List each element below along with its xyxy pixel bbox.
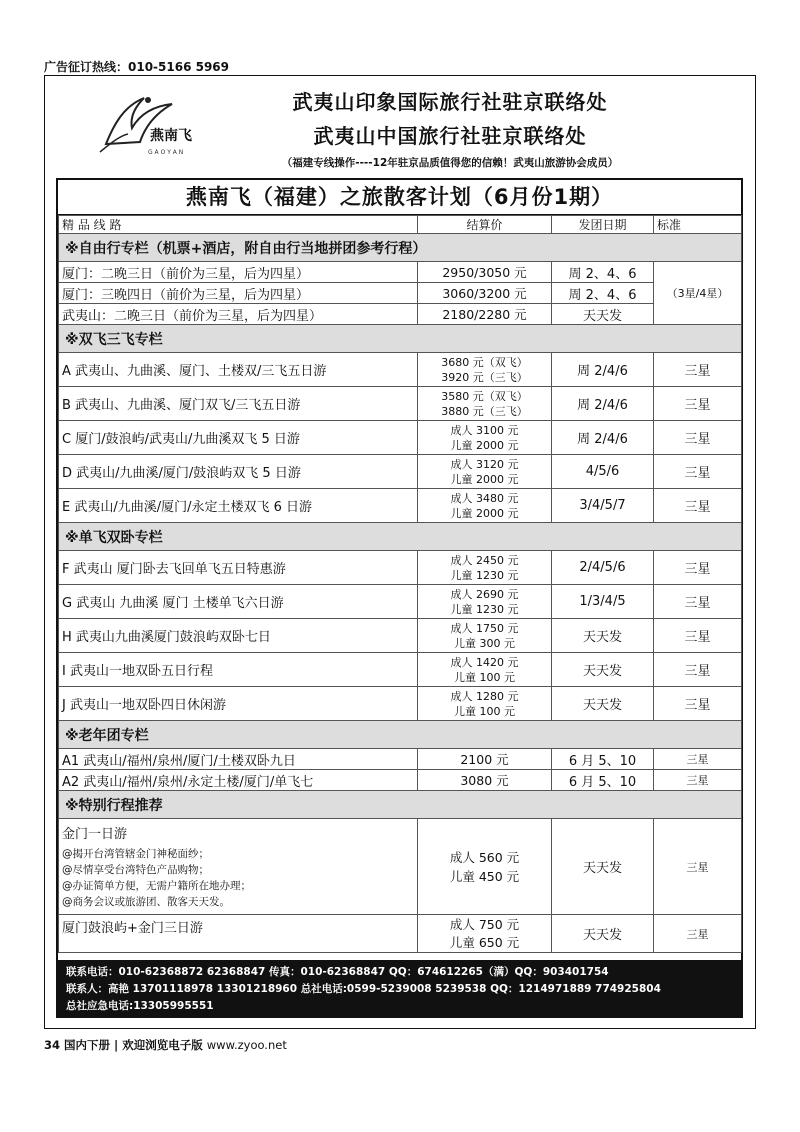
route-price [418,489,552,523]
hotel-standard: 三星 [654,489,742,523]
price-line-2: 儿童 1230 元 [450,568,519,582]
route-price [418,915,552,953]
route-price: 2100 元 [418,749,552,770]
departure-date: 4/5/6 [552,455,654,489]
route-price [418,653,552,687]
table-row [59,489,742,523]
contact-phone-line: 联系电话：010-62368872 62368847 传真：010-62368847 QQ：674612265（满）QQ：903401754 [66,966,609,978]
route-price [418,455,552,489]
route-name: J 武夷山一地双卧四日休闲游 [59,687,418,721]
departure-date: 周 2、4、6 [552,283,654,304]
departure-date: 6 月 5、10 [552,770,654,791]
price-line-2: 儿童 2000 元 [450,438,519,452]
route-price [418,387,552,421]
contact-bar [56,962,743,1018]
price-line-2: 儿童 2000 元 [450,472,519,486]
price-line-1: 成人 750 元 [449,916,520,932]
route-name: 厦门鼓浪屿+金门三日游 [59,915,418,953]
table-row [59,387,742,421]
ad-hotline: 广告征订热线：010-5166 5969 [44,60,230,74]
departure-date: 周 2、4、6 [552,262,654,283]
route-note: @尽情享受台湾特色产品购物； [62,864,209,876]
route-name: 武夷山：二晚三日（前价为三星，后为四星） [59,304,418,325]
logo-text: 燕南飞 [150,128,192,144]
hotel-standard: 三星 [654,551,742,585]
departure-date: 天天发 [552,687,654,721]
table-row [59,819,742,915]
price-line-2: 儿童 100 元 [454,670,515,684]
route-price [418,585,552,619]
hotel-standard: 三星 [654,387,742,421]
price-line-2: 儿童 300 元 [454,636,515,650]
plan-title: 燕南飞（福建）之旅散客计划（6月份1期） [58,180,741,215]
table-row [59,770,742,791]
section-single-flight: ※单飞双卧专栏 [59,523,742,551]
route-name: 厦门：三晚四日（前价为三星，后为四星） [59,283,418,304]
agency-tagline: （福建专线操作----12年驻京品质值得您的信赖！武夷山旅游协会成员） [281,157,619,169]
table-row [59,653,742,687]
departure-date: 2/4/5/6 [552,551,654,585]
route-name: H 武夷山九曲溪厦门鼓浪屿双卧七日 [59,619,418,653]
route-note: @商务会议或旅游团、散客天天发。 [62,896,230,908]
section-free-travel: ※自由行专栏（机票+酒店，附自由行当地拼团参考行程） [59,234,742,262]
price-line-1: 3680 元（双飞） [441,355,528,369]
table-row [59,619,742,653]
price-line-1: 成人 3480 元 [450,491,519,505]
hotel-standard: （3星/4星） [654,262,742,325]
price-line-1: 成人 3100 元 [450,423,519,437]
tour-plan-table [56,178,743,962]
route-name: E 武夷山/九曲溪/厦门/永定土楼双飞 6 日游 [59,489,418,523]
table-row [59,551,742,585]
price-line-1: 成人 2690 元 [450,587,519,601]
table-row [59,749,742,770]
hotel-standard: 三星 [654,353,742,387]
table-row [59,455,742,489]
agency-title-2: 武夷山中国旅行社驻京联络处 [313,124,587,148]
route-price [418,551,552,585]
table-row [59,353,742,387]
page-number: 34 [44,1038,61,1052]
departure-date: 天天发 [552,915,654,953]
table-row [59,262,742,283]
route-name: A2 武夷山/福州/泉州/永定土楼/厦门/单飞七 [59,770,418,791]
footer-slogan: 欢迎浏览电子版 [122,1038,203,1052]
price-line-2: 儿童 450 元 [449,868,520,884]
table-row [59,304,742,325]
route-name: A 武夷山、九曲溪、厦门、土楼双/三飞五日游 [59,353,418,387]
logo-subtext: G A O Y A N [148,149,184,156]
hotel-standard: 三星 [654,421,742,455]
col-header-price: 结算价 [418,216,552,234]
route-price [418,353,552,387]
price-line-1: 成人 1280 元 [450,689,519,703]
agency-title-1: 武夷山印象国际旅行社驻京联络处 [292,90,608,114]
hotel-standard: 三星 [654,619,742,653]
route-name: C 厦门/鼓浪屿/武夷山/九曲溪双飞 5 日游 [59,421,418,455]
hotel-standard: 三星 [654,770,742,791]
route-name: 厦门：二晚三日（前价为三星，后为四星） [59,262,418,283]
col-header-route: 精 品 线 路 [59,216,418,234]
price-line-2: 儿童 1230 元 [450,602,519,616]
departure-date: 天天发 [552,304,654,325]
table-row [59,283,742,304]
route-name: G 武夷山 九曲溪 厦门 土楼单飞六日游 [59,585,418,619]
price-line-1: 成人 1420 元 [450,655,519,669]
price-line-1: 成人 3120 元 [450,457,519,471]
route-price [418,819,552,915]
section-senior: ※老年团专栏 [59,721,742,749]
route-price: 3080 元 [418,770,552,791]
departure-date: 天天发 [552,619,654,653]
price-line-1: 成人 560 元 [449,849,520,865]
page-footer [44,1037,287,1053]
hotel-standard: 三星 [654,915,742,953]
route-cell [59,819,418,915]
route-name: I 武夷山一地双卧五日行程 [59,653,418,687]
route-note: @揭开台湾管辖金门神秘面纱； [62,848,209,860]
contact-person-line: 联系人：高艳 13701118978 13301218960 总社电话:0599-5239008 5239538 QQ：1214971889 774925804 [66,983,661,995]
route-price [418,421,552,455]
route-note: @办证简单方便，无需户籍所在地办理； [62,880,251,892]
route-name: F 武夷山 厦门卧去飞回单飞五日特惠游 [59,551,418,585]
price-line-2: 儿童 2000 元 [450,506,519,520]
route-name: 金门一日游 [62,827,128,842]
table-header [59,216,742,234]
price-line-2: 3880 元（三飞） [441,404,528,418]
price-line-1: 3580 元（双飞） [441,389,528,403]
hotel-standard: 三星 [654,749,742,770]
route-price [418,687,552,721]
col-header-standard: 标准 [654,216,742,234]
section-name: 国内下册 [64,1038,111,1052]
price-line-1: 成人 2450 元 [450,553,519,567]
departure-date: 周 2/4/6 [552,421,654,455]
departure-date: 1/3/4/5 [552,585,654,619]
hotel-standard: 三星 [654,455,742,489]
table-row [59,687,742,721]
table-row [59,915,742,953]
route-name: B 武夷山、九曲溪、厦门双飞/三飞五日游 [59,387,418,421]
col-header-date: 发团日期 [552,216,654,234]
price-line-1: 成人 1750 元 [450,621,519,635]
price-line-2: 3920 元（三飞） [441,370,528,384]
route-price: 2950/3050 元 [418,262,552,283]
table-row [59,585,742,619]
departure-date: 天天发 [552,819,654,915]
departure-date: 周 2/4/6 [552,387,654,421]
departure-date: 3/4/5/7 [552,489,654,523]
itinerary-table [58,215,742,953]
price-line-2: 儿童 650 元 [449,934,520,950]
section-special: ※特别行程推荐 [59,791,742,819]
hotel-standard: 三星 [654,819,742,915]
route-price [418,619,552,653]
departure-date: 天天发 [552,653,654,687]
route-price: 2180/2280 元 [418,304,552,325]
footer-url: www.zyoo.net [206,1038,287,1052]
swallow-logo [84,84,212,160]
price-line-2: 儿童 100 元 [454,704,515,718]
departure-date: 6 月 5、10 [552,749,654,770]
section-flights: ※双飞三飞专栏 [59,325,742,353]
hotel-standard: 三星 [654,653,742,687]
route-price: 3060/3200 元 [418,283,552,304]
hotel-standard: 三星 [654,687,742,721]
hotel-standard: 三星 [654,585,742,619]
emergency-phone-line: 总社应急电话:13305995551 [66,1000,214,1012]
swallow-icon [84,84,212,160]
footer-separator: | [114,1038,119,1052]
route-name: A1 武夷山/福州/泉州/厦门/土楼双卧九日 [59,749,418,770]
table-row [59,421,742,455]
departure-date: 周 2/4/6 [552,353,654,387]
route-name: D 武夷山/九曲溪/厦门/鼓浪屿双飞 5 日游 [59,455,418,489]
